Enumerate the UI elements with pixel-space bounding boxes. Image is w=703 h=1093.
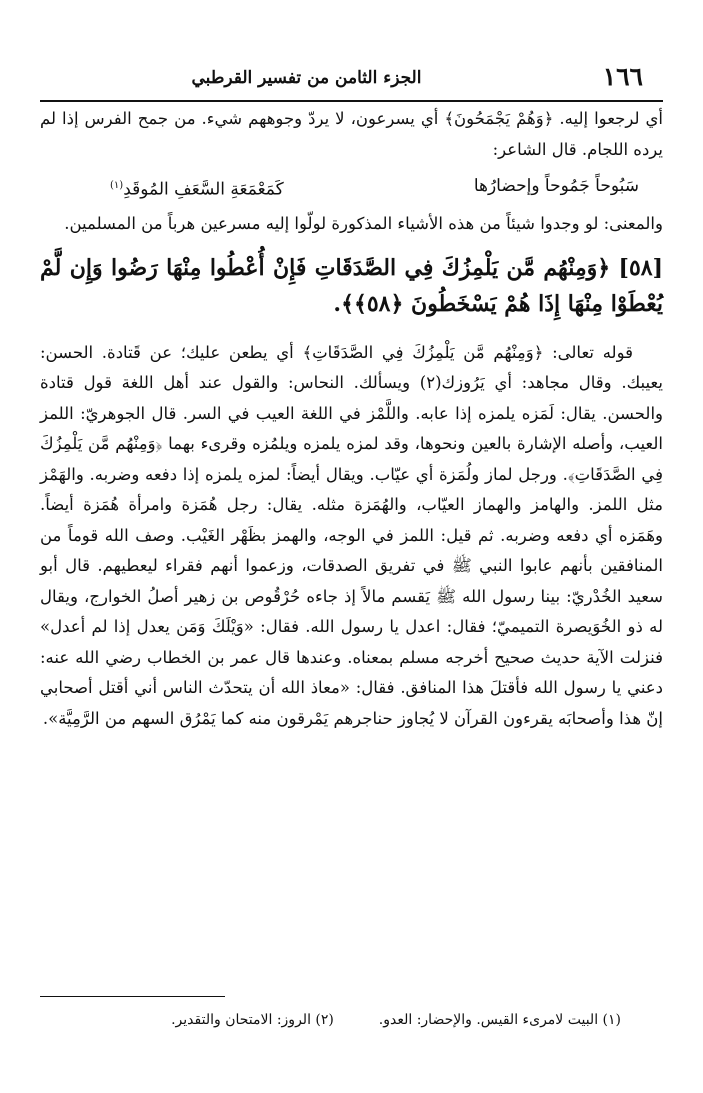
page-header [40,62,663,96]
footnote-2: (٢) الروز: الامتحان والتقدير. [171,1012,334,1028]
running-title: الجزء الثامن من تفسير القرطبي [191,68,422,88]
verse-heading: [٥٨] ﴿وَمِنْهُم مَّن يَلْمِزُكَ فِي الصَّدَقَاتِ فَإِنْ أُعْطُوا مِنْهَا رَضُوا وَإِن لَّمْ يُعْطَوْا مِنْهَا إِذَا هُمْ يَسْخَطُونَ ﴿٥٨﴾﴾. [40,254,663,317]
verse-hemistich-2-text: كَمَعْمَعَةِ السَّعَفِ المُوقَدِ [123,179,284,200]
footnotes [40,1012,621,1028]
paragraph-1: أي لرجعوا إليه. ﴿وَهُمْ يَجْمَحُونَ﴾ أي يسرعون، لا يردّ وجوههم شيء. من جمح الفرس إذا لم يرده اللجام. قال الشاعر: [40,109,663,159]
footnote-1: (١) البيت لامرىء القيس. والإحضار: العدو. [378,1012,621,1028]
page-number: ١٦٦ [602,62,643,91]
page-body [40,104,663,734]
poetry-verse [40,169,663,203]
verse-hemistich-1: سَبُوحاً جَمُوحاً وإحضارُها [473,176,639,196]
footnote-rule [40,996,225,997]
header-rule [40,100,663,102]
paragraph-3: قوله تعالى: ﴿وَمِنْهُم مَّن يَلْمِزُكَ فِي الصَّدَقَاتِ﴾ أي يطعن عليك؛ عن قَتادة. الحسن: يعيبك. وقال مجاهد: أي يَرُوزك(٢) ويسألك. النحاس: والقول عند أهل اللغة قول قتادة والحسن. يقال: لَمَزه يلمزه إذا عابه. واللَّمْز في اللغة العيب في السر. قال الجوهريّ: اللمز العيب، وأصله الإشارة بالعين ونحوها، وقد لمزه يلمزه ويلمُزه وقرىء بهما ﴿وَمِنْهُم مَّن يَلْمِزُكَ فِي الصَّدَقَاتِ﴾. ورجل لماز ولُمَزة أي عيّاب. ويقال أيضاً: لمزه يلمزه إذا دفعه وضربه. والهَمْز مثل اللمز. والهامز والهماز العيّاب، والهُمَزة مثله. يقال: رجل هُمَزة وامرأة هُمَزة أيضاً. وهَمَزه أي دفعه وضربه. ثم قيل: اللمز في الوجه، والهمز بظَهْر الغَيْب. وصف الله قوماً من المنافقين بأنهم عابوا النبي ﷺ في تفريق الصدقات، وزعموا أنهم فقراء ليعطيهم. قال أبو سعيد الخُدْريّ: بينا رسول الله ﷺ يَقسم مالاً إذ جاءه حُرْقُوص بن زهير أصلُ الخوارج، ويقال له ذو الخُوَيصرة التميميّ؛ فقال: اعدل يا رسول الله. فقال: «وَيْلَكَ وَمَن يعدل إذا لم أعدل» فنزلت الآية حديث صحيح أخرجه مسلم بمعناه. وعندها قال عمر بن الخطاب رضي الله عنه: دعني يا رسول الله فأقتلَ هذا المنافق. فقال: «معاذ الله أن يتحدّث الناس أني أقتل أصحابي إنّ هذا وأصحابَه يقرءون القرآن لا يُجاوز حناجرهم يَمْرقون منه كما يَمْرُق السهم من الرَّمِيَّة». [40,342,663,728]
footnote-ref-1: (١) [110,180,124,191]
paragraph-2: والمعنى: لو وجدوا شيئاً من هذه الأشياء المذكورة لولّوا إليه مسرعين هرباً من المسلمين. [64,214,663,233]
verse-hemistich-2 [110,171,284,205]
